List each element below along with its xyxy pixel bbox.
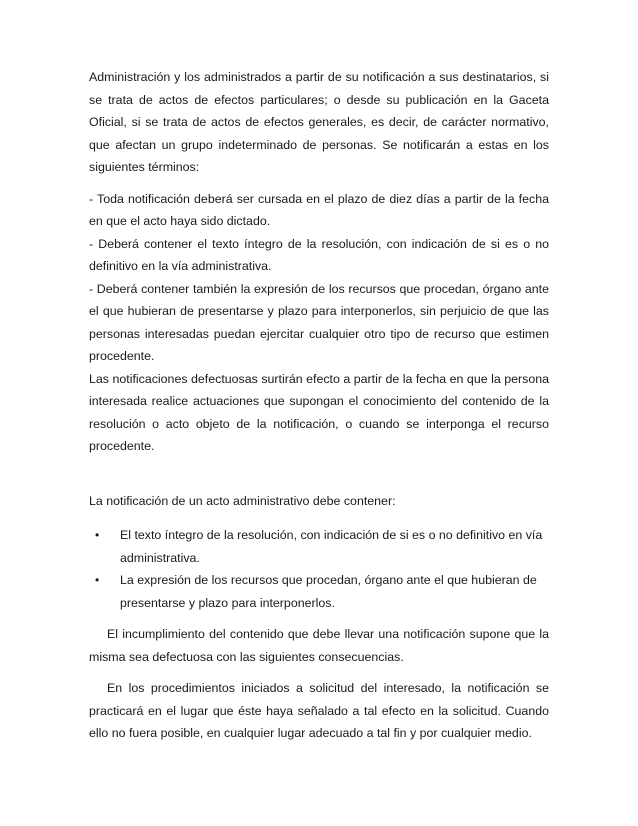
document-page	[89, 66, 549, 745]
list-item	[89, 524, 549, 569]
bullet-list	[89, 524, 549, 614]
list-item	[89, 569, 549, 614]
bullet-icon: •	[95, 573, 100, 587]
paragraph-noncompliance: El incumplimiento del contenido que debe llevar una notificación supone que la misma sea defectuosa con las siguientes consecuencias.	[89, 627, 549, 664]
paragraph-notification-place: En los procedimientos iniciados a solicitud del interesado, la notificación se practicará en el lugar que éste haya señalado a tal efecto en la solicitud. Cuando ello no fuera posible, en cualquier lugar adecuado a tal fin y por cualquier medio.	[89, 681, 549, 740]
list-item-text: El texto íntegro de la resolución, con indicación de si es o no definitivo en vía administrativa.	[120, 528, 543, 565]
paragraph-term-appeals: - Deberá contener también la expresión de los recursos que procedan, órgano ante el que hubieran de presentarse y plazo para interponerlos, sin perjuicio de que las personas interesadas puedan ejercitar cualquier otro tipo de recurso que estimen procedente.	[89, 281, 549, 363]
paragraph-term-deadline: - Toda notificación deberá ser cursada en el plazo de diez días a partir de la fecha en que el acto haya sido dictado.	[89, 191, 549, 228]
paragraph-term-full-text: - Deberá contener el texto íntegro de la resolución, con indicación de si es o no definitivo en la vía administrativa.	[89, 236, 549, 273]
list-intro: La notificación de un acto administrativo debe contener:	[89, 493, 396, 508]
paragraph-defective-notifications: Las notificaciones defectuosas surtirán efecto a partir de la fecha en que la persona interesada realice actuaciones que supongan el conocimiento del contenido de la resolución o acto objeto de la notificación, o cuando se interponga el recurso procedente.	[89, 371, 549, 453]
bullet-icon: •	[95, 528, 100, 542]
paragraph-notification-effects: Administración y los administrados a partir de su notificación a sus destinatarios, si se trata de actos de efectos particulares; o desde su publicación en la Gaceta Oficial, si se trata de actos de efectos generales, es decir, de carácter normativo, que afectan un grupo indeterminado de personas. Se notificarán a estas en los siguientes términos:	[89, 70, 549, 174]
list-item-text: La expresión de los recursos que procedan, órgano ante el que hubieran de presentarse y plazo para interponerlos.	[120, 573, 537, 610]
